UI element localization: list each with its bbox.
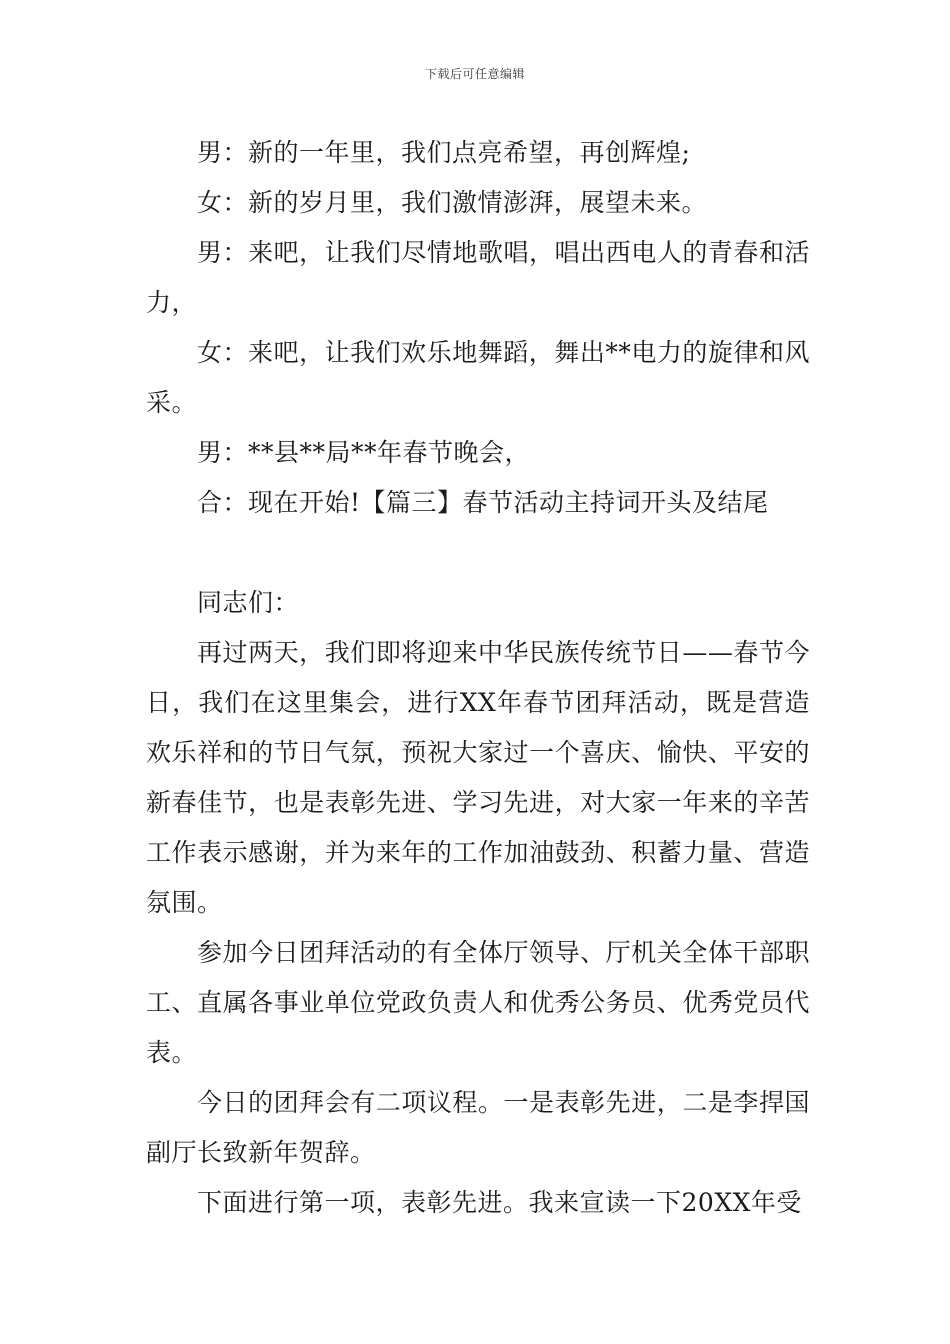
- paragraph-attendees: 参加今日团拜活动的有全体厅领导、厅机关全体干部职工、直属各事业单位党政负责人和优秀公务员、优秀党员代表。: [146, 938, 810, 1067]
- dialogue-line-female-1: 女：新的岁月里，我们激情澎湃，展望未来。: [197, 188, 708, 217]
- dialogue-line-together: 合：现在开始!【篇三】春节活动主持词开头及结尾: [197, 488, 769, 517]
- dialogue-line-female-2: 女：来吧，让我们欢乐地舞蹈，舞出**电力的旋律和风采。: [146, 338, 810, 417]
- dialogue-line-male-3: 男：**县**局**年春节晚会，: [197, 438, 531, 467]
- paragraph-opening: 再过两天，我们即将迎来中华民族传统节日——春节今日，我们在这里集会，进行XX年春节团拜活动，既是营造欢乐祥和的节日气氛，预祝大家过一个喜庆、愉快、平安的新春佳节，也是表彰先进、学习先进，对大家一年来的辛苦工作表示感谢，并为来年的工作加油鼓劲、积蓄力量、营造氛围。: [146, 638, 810, 917]
- document-body: [146, 128, 810, 1228]
- paragraph-agenda: 今日的团拜会有二项议程。一是表彰先进，二是李捍国副厅长致新年贺辞。: [146, 1088, 810, 1167]
- page-header: 下载后可任意编辑: [424, 67, 525, 81]
- dialogue-line-male-2: 男：来吧，让我们尽情地歌唱，唱出西电人的青春和活力，: [146, 238, 810, 317]
- paragraph-first-item: 下面进行第一项，表彰先进。我来宣读一下20XX年受: [197, 1188, 802, 1217]
- section-gap: [146, 528, 810, 578]
- dialogue-line-male-1: 男：新的一年里，我们点亮希望，再创辉煌;: [197, 138, 691, 167]
- salutation: 同志们：: [197, 588, 300, 617]
